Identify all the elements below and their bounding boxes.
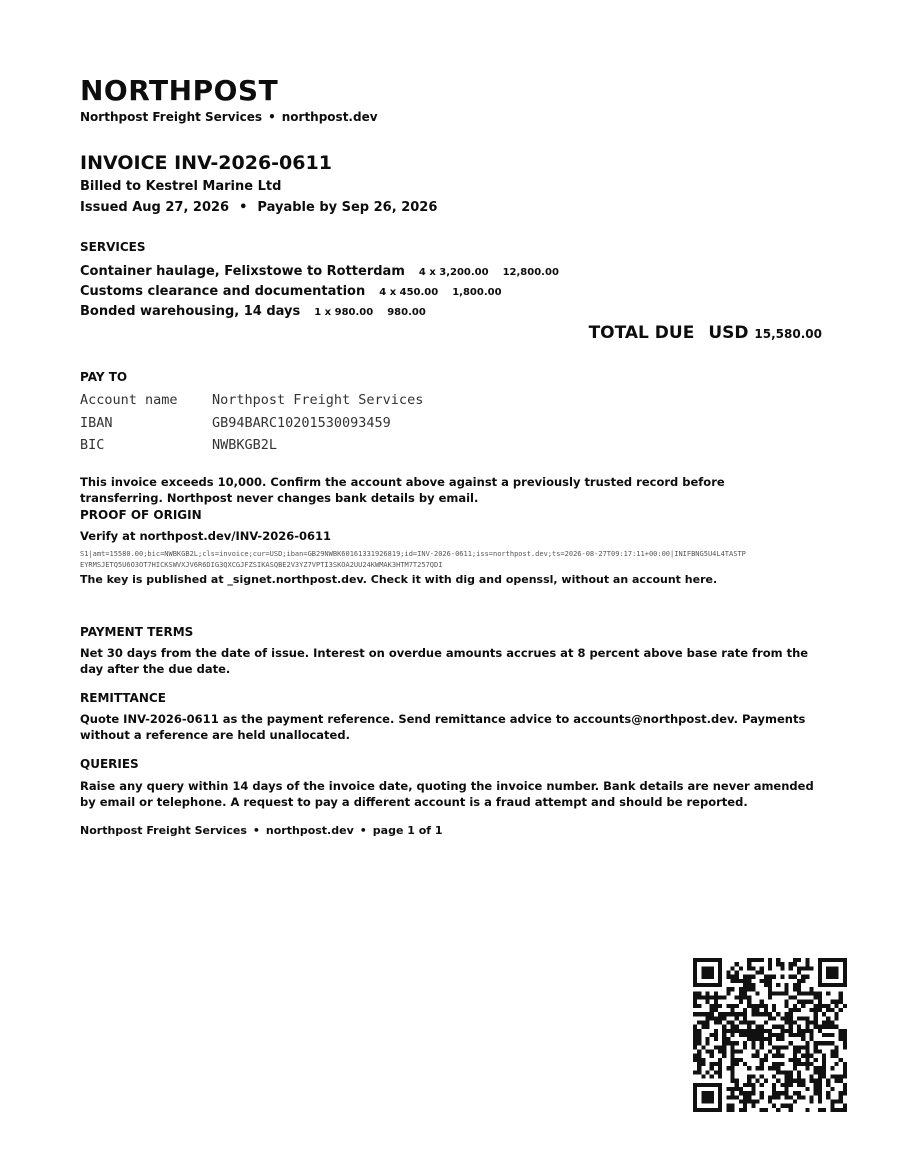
service-line <box>80 284 502 299</box>
payable-date: Payable by Sep 26, 2026 <box>257 200 438 215</box>
table-row <box>80 415 423 438</box>
service-amount: 1,800.00 <box>452 287 502 298</box>
service-description: Bonded warehousing, 14 days <box>80 304 301 319</box>
service-description: Container haulage, Felixstowe to Rotterdam <box>80 264 405 279</box>
company-line <box>80 110 378 124</box>
page-footer <box>80 824 443 837</box>
total-due <box>589 323 822 343</box>
verify-link[interactable]: Verify at northpost.dev/INV-2026-0611 <box>80 529 331 543</box>
total-currency: USD <box>708 323 749 343</box>
separator-dot: • <box>239 200 248 215</box>
separator-dot: • <box>268 110 276 124</box>
issued-date: Issued Aug 27, 2026 <box>80 200 230 215</box>
service-line <box>80 264 559 279</box>
footer-company: Northpost Freight Services <box>80 824 247 837</box>
payment-terms-text: Net 30 days from the date of issue. Interest on overdue amounts accrues at 8 percent above base rate from the day after the due date. <box>80 646 809 676</box>
fraud-warning: This invoice exceeds 10,000. Confirm the account above against a previously trusted record before transferring. Northpost never changes bank details by email. <box>80 475 725 505</box>
table-row <box>80 437 423 460</box>
bank-field-value: NWBKGB2L <box>212 437 278 453</box>
service-line <box>80 304 426 319</box>
invoice-title: INVOICE INV-2026-0611 <box>80 152 332 174</box>
bank-field-label: IBAN <box>80 414 113 431</box>
key-note: The key is published at _signet.northpost.dev. Check it with dig and openssl, without an account here. <box>80 573 718 586</box>
queries-heading: QUERIES <box>80 757 139 771</box>
qr-code-icon <box>693 958 847 1112</box>
pay-to-heading: PAY TO <box>80 370 128 384</box>
bank-field-label: Account name <box>80 392 178 408</box>
service-quantity: 4 x 450.00 <box>379 287 439 298</box>
queries-text: Raise any query within 14 days of the invoice date, quoting the invoice number. Bank details are never amended by email or telephone. A request to pay a different account is a fraud attempt and should be reported. <box>80 779 814 809</box>
remittance-text: Quote INV-2026-0611 as the payment reference. Send remittance advice to accounts@northpost.dev. Payments without a reference are held unallocated. <box>80 712 806 742</box>
invoice-dates <box>80 200 437 215</box>
bank-field-value: GB94BARC10201530093459 <box>212 414 391 431</box>
service-amount: 12,800.00 <box>502 267 559 278</box>
services-heading: SERVICES <box>80 240 146 254</box>
company-website: northpost.dev <box>281 110 378 124</box>
service-amount: 980.00 <box>387 307 426 318</box>
service-quantity: 4 x 3,200.00 <box>418 267 489 278</box>
table-row <box>80 392 423 415</box>
signature-string: S1|amt=15580.00;bic=NWBKGB2L;cls=invoice;cur=USD;iban=GB29NWBK60161331926819;id=INV-2026-0611;iss=northpost.dev;ts=2026-08-27T09:17:11+00:00|INIFBNG5U4L4TASTPEYRMSJETQ5U6O3OT7HICKSWVXJV6R6DIG3QXCGJFZSIKASQBE2V3YZ7VPTI3SKOA2UU24KWMAK3HTM7T257QDI <box>80 550 746 569</box>
service-quantity: 1 x 980.00 <box>314 307 374 318</box>
total-label: TOTAL DUE <box>588 323 695 343</box>
remittance-heading: REMITTANCE <box>80 691 166 705</box>
proof-heading: PROOF OF ORIGIN <box>80 508 202 522</box>
payment-terms-heading: PAYMENT TERMS <box>80 625 194 639</box>
brand-logo: NORTHPOST <box>80 74 279 107</box>
page-number: page 1 of 1 <box>372 824 443 837</box>
footer-website: northpost.dev <box>265 824 354 837</box>
bank-details-table <box>80 392 423 460</box>
separator-dot: • <box>359 824 367 837</box>
bank-field-label: BIC <box>80 437 105 453</box>
billed-to: Billed to Kestrel Marine Ltd <box>80 179 282 194</box>
separator-dot: • <box>252 824 260 837</box>
total-amount: 15,580.00 <box>754 327 822 341</box>
company-name: Northpost Freight Services <box>80 110 263 124</box>
bank-field-value: Northpost Freight Services <box>212 392 424 408</box>
service-description: Customs clearance and documentation <box>80 284 366 299</box>
